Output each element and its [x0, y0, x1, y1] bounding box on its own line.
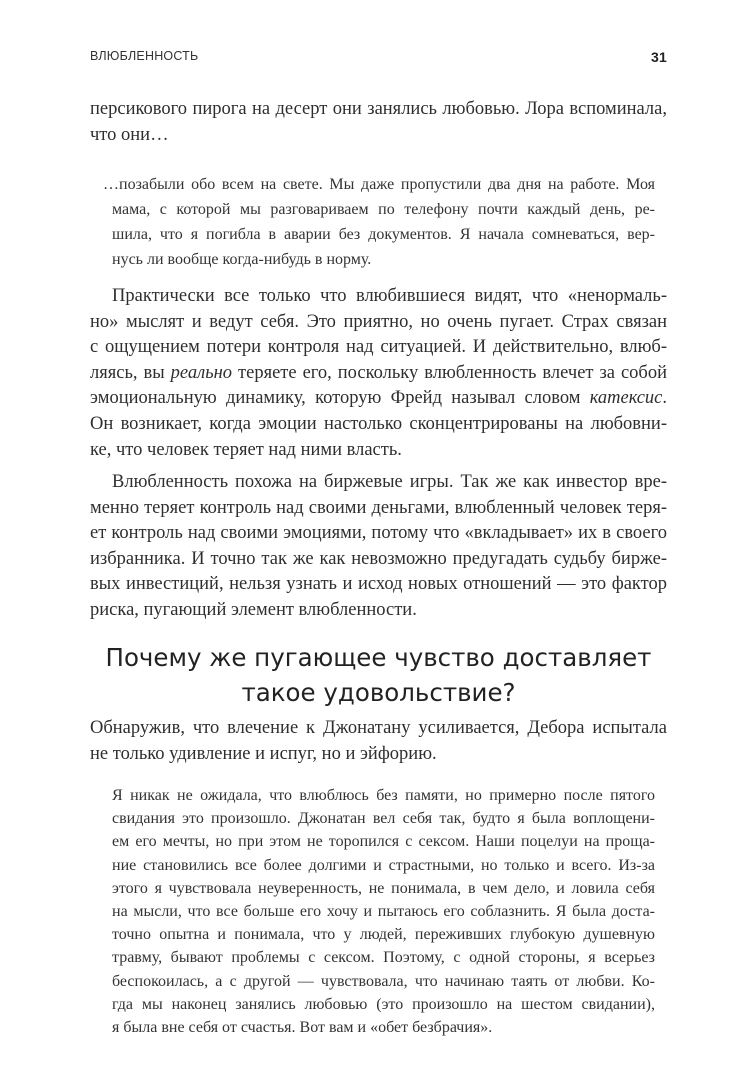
text-line [90, 521, 667, 547]
text-line [103, 172, 655, 197]
text-segment: ем его мечты, но при этом не торопился с сексом. Наши поцелуи на проща- [112, 833, 655, 851]
text-segment: избранника. И точно так же как невозможно предугадать судьбу бирже- [90, 548, 667, 569]
text-segment: Почему же пугающее чувство доставляет [105, 643, 652, 672]
text-segment: вых инвестиций, нельзя узнать и исход новых отношений — это фактор [90, 574, 667, 595]
text-segment: эмоциональную динамику, которую Фрейд называл словом [90, 388, 590, 409]
text-line [90, 598, 667, 624]
text-segment: травму, бывают проблемы с сексом. Поэтому, с одной стороны, я всерьез [112, 949, 655, 967]
text-segment: свидания это произошло. Джонатан вел себя так, будто я была воплощени- [112, 810, 655, 828]
text-line [90, 438, 667, 464]
text-segment: риска, пугающий элемент влюбленности. [90, 599, 417, 620]
text-line [90, 335, 667, 361]
text-segment: шила, что я погибла в аварии без документов. Я начала сомневаться, вер- [112, 226, 655, 243]
text-segment: мама, с которой мы разговариваем по телефону почти каждый день, ре- [112, 201, 655, 218]
text-line [90, 412, 667, 438]
text-line [112, 830, 655, 853]
text-line [90, 496, 667, 522]
text-segment: точно опытна и понимала, что у людей, переживших глубокую душевную [112, 926, 655, 944]
text-segment: Я никак не ожидала, что влюблюсь без памяти, но примерно после пятого [112, 787, 655, 804]
text-segment: ке, что человек теряет над ними власть. [90, 439, 402, 460]
para-2 [90, 284, 667, 463]
text-line [112, 784, 655, 807]
text-line [90, 284, 667, 310]
heading-line [90, 675, 667, 710]
text-segment: . [662, 388, 667, 409]
text-line [112, 923, 655, 946]
italic-term: катексис [589, 388, 663, 409]
text-line [112, 970, 655, 993]
text-line [90, 310, 667, 336]
quote-2 [112, 784, 655, 1039]
text-segment: Практически все только что влюбившиеся видят, что «ненормаль- [112, 286, 667, 306]
para-4 [90, 716, 667, 767]
text-line [90, 742, 667, 768]
text-line [90, 123, 667, 149]
italic-term: реально [170, 362, 233, 383]
text-line [112, 222, 655, 247]
text-segment: этого я чувствовала неуверенность, не понимала, в чем дело, и ловила себя [112, 879, 655, 897]
text-line [90, 361, 667, 387]
para-1 [90, 97, 667, 148]
text-line [112, 900, 655, 923]
text-segment: гда мы наконец занялись любовью (это произошло на шестом свидании), [112, 995, 655, 1013]
text-segment: нусь ли вообще когда-нибудь в норму. [112, 251, 372, 268]
text-segment: не только удивление и испуг, но и эйфорию. [90, 743, 437, 764]
text-segment: теряете его, поскольку влюбленность влечет за собой [232, 362, 667, 383]
text-segment: что они… [90, 124, 169, 145]
text-segment: ет контроль над своими эмоциями, потому что «вкладывает» их в своего [90, 523, 667, 544]
text-segment: с ощущением потери контроля над ситуацией. И действительно, влюб- [90, 337, 667, 358]
quote-1 [103, 172, 655, 272]
para-3 [90, 470, 667, 624]
text-segment: на мысли, что все больше его хочу и пытаюсь его соблазнить. Я была доста- [112, 903, 655, 921]
running-head: ВЛЮБЛЕННОСТЬ [90, 49, 199, 63]
text-line [112, 877, 655, 900]
page-number: 31 [651, 49, 667, 65]
heading-line [90, 640, 667, 675]
text-segment: Он возникает, когда эмоции настолько сконцентрированы на любовни- [90, 413, 667, 434]
text-line [112, 807, 655, 830]
text-line [90, 716, 667, 742]
text-segment: я была вне себя от счастья. Вот вам и «обет безбрачия». [112, 1019, 493, 1037]
text-line [90, 572, 667, 598]
text-segment: …позабыли обо всем на свете. Мы даже пропустили два дня на работе. Моя [103, 176, 655, 193]
text-segment: ние становились все более долгими и страстными, но только и всего. Из-за [112, 856, 655, 874]
section-heading [90, 640, 667, 710]
text-line [90, 547, 667, 573]
text-line [112, 1016, 655, 1039]
text-segment: но» мыслят и ведут себя. Это приятно, но очень пугает. Страх связан [90, 311, 667, 332]
text-segment: менно теряет контроль над своими деньгами, влюбленный человек теря- [90, 497, 667, 518]
text-line [112, 854, 655, 877]
text-line [112, 247, 655, 272]
text-segment: персикового пирога на десерт они занялись любовью. Лора вспоминала, [90, 99, 667, 119]
text-segment: ляясь, вы [90, 362, 171, 383]
text-segment: Обнаружив, что влечение к Джонатану усиливается, Дебора испытала [90, 718, 667, 738]
text-line [112, 197, 655, 222]
text-line [90, 470, 667, 496]
text-segment: такое удовольствие? [241, 678, 516, 707]
text-line [90, 386, 667, 412]
text-segment: беспокоилась, а с другой — чувствовала, что начинаю таять от любви. Ко- [112, 972, 655, 990]
text-line [112, 993, 655, 1016]
text-line [112, 946, 655, 969]
text-segment: Влюбленность похожа на биржевые игры. Так же как инвестор вре- [112, 472, 667, 492]
text-line [90, 97, 667, 123]
